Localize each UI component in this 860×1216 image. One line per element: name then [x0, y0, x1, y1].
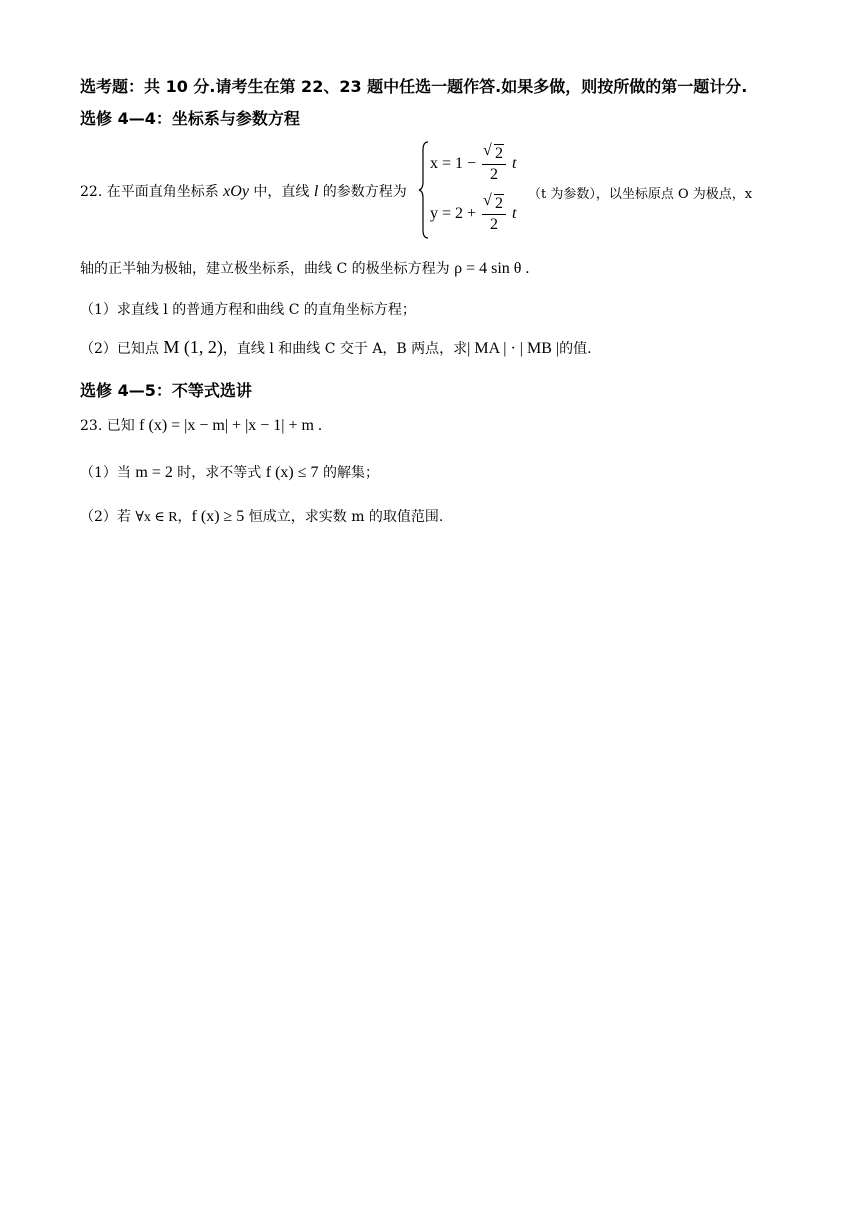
section-heading-4-4: 选修 4—4：坐标系与参数方程: [80, 109, 300, 128]
q22-eq1-num: 2: [495, 145, 504, 162]
q22-eq1: [430, 144, 517, 185]
q22-part2-a: （2）已知点: [80, 341, 159, 357]
q22-param-note: （t 为参数），以坐标原点 O 为极点，x: [528, 187, 753, 202]
q23-part2-b: ，: [177, 509, 192, 525]
q22-part2-expr: | MA | · | MB |: [467, 340, 560, 357]
brace-icon: [418, 140, 430, 240]
q22-eq1-den: 2: [490, 166, 499, 183]
q22-eq2-t: t: [512, 205, 517, 223]
q22-part2-c: 的值.: [559, 341, 592, 357]
q23-part1-a: （1）当: [80, 465, 131, 481]
q22-part2-b: ，直线 l 和曲线 C 交于 A，B 两点，求: [222, 341, 468, 357]
q22-intro-part1: 22. 在平面直角坐标系: [80, 184, 224, 200]
q23-part1: [80, 462, 379, 482]
q23-function: f (x) = |x − m| + |x − 1| + m .: [139, 417, 322, 434]
q22-intro-part2: 中，直线: [248, 184, 314, 200]
elective-instruction: 选考题：共 10 分.请考生在第 22、23 题中任选一题作答.如果多做，则按所做的第一题计分.: [80, 77, 748, 96]
q22-intro-l: l: [313, 183, 319, 200]
q22-line2-text: 轴的正半轴为极轴，建立极坐标系，曲线 C 的极坐标方程为: [80, 261, 450, 277]
q23-part1-ineq: f (x) ≤ 7: [265, 464, 319, 481]
q23-intro: [80, 415, 322, 435]
q23-part2: [80, 506, 443, 526]
section-heading-4-5: 选修 4—5：不等式选讲: [80, 381, 252, 400]
q22-eq2-num: 2: [495, 195, 504, 212]
q23-part1-b: 时，求不等式: [177, 465, 262, 481]
q23-part2-c: 恒成立，求实数 m 的取值范围.: [248, 509, 444, 525]
q22-intro-xoy: xOy: [223, 183, 249, 200]
q22-eq2-den: 2: [490, 216, 499, 233]
q23-part1-m: m = 2: [135, 464, 173, 481]
q23-part2-a: （2）若: [80, 509, 131, 525]
q22-polar-eq: ρ = 4 sin θ .: [454, 260, 530, 277]
q23-part2-ineq: f (x) ≥ 5: [191, 508, 245, 525]
q22-parametric-system: [418, 140, 538, 240]
q23-part2-forall: ∀x ∈ R: [135, 510, 178, 525]
q22-eq1-frac: [482, 144, 506, 185]
q22-part1: （1）求直线 l 的普通方程和曲线 C 的直角坐标方程；: [80, 302, 416, 318]
q22-eq1-t: t: [512, 155, 517, 173]
q22-intro-part3: 的参数方程为: [318, 184, 407, 200]
q22-eq1-lhs: x = 1 −: [430, 155, 477, 173]
q22-part2: [80, 337, 592, 358]
q22-eq2-frac: [482, 194, 506, 235]
q22-eq2-lhs: y = 2 +: [430, 205, 477, 223]
q22-part2-point: M (1, 2): [163, 337, 223, 357]
q22-intro: [80, 181, 407, 201]
q23-part1-c: 的解集；: [322, 465, 379, 481]
q22-line2: [80, 258, 529, 278]
q22-eq2: [430, 194, 517, 235]
q23-intro-text: 23. 已知: [80, 418, 135, 434]
